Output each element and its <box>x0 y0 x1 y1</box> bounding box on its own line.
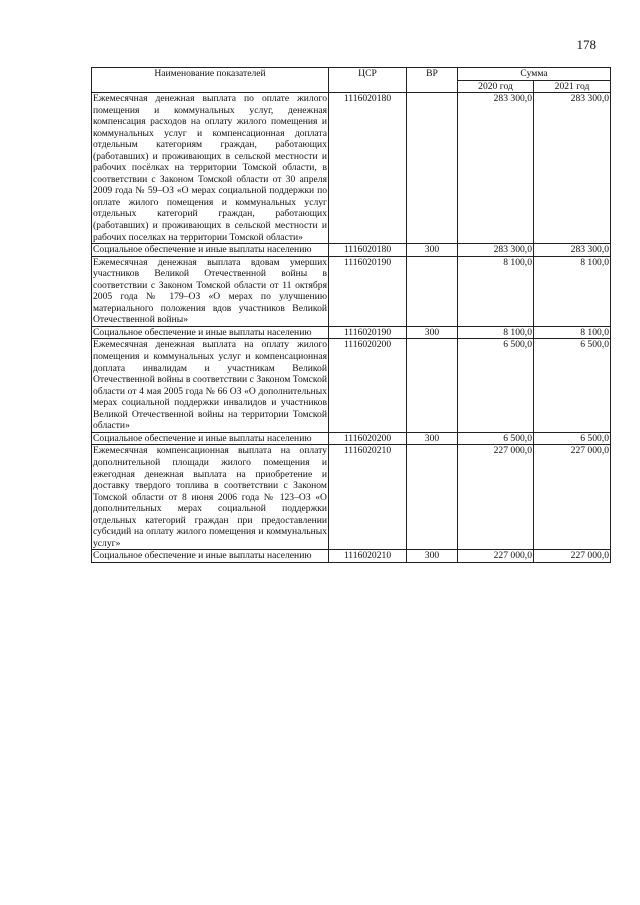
row-amount-2020: 6 500,0 <box>458 432 534 445</box>
row-amount-2020: 227 000,0 <box>458 445 534 550</box>
table-header <box>92 68 611 93</box>
row-name: Социальное обеспечение и иные выплаты населению <box>92 432 329 445</box>
row-amount-2020: 283 300,0 <box>458 244 534 257</box>
row-amount-2021: 6 500,0 <box>534 339 611 432</box>
row-vr: 300 <box>407 326 458 339</box>
table-row <box>92 93 611 244</box>
row-amount-2021: 283 300,0 <box>534 244 611 257</box>
row-amount-2020: 227 000,0 <box>458 550 534 563</box>
row-name: Ежемесячная денежная выплата вдовам умерших участников Великой Отечественной войны в соответствии с Законом Томской области от 11 октября 2005 года № 179–ОЗ «О мерах по улучшению материального положения вдов участников Великой Отечественной войны» <box>93 256 327 326</box>
row-csr: 1116020190 <box>329 256 407 326</box>
row-amount-2021: 6 500,0 <box>534 432 611 445</box>
table-row <box>92 256 611 326</box>
row-name: Социальное обеспечение и иные выплаты населению <box>92 550 329 563</box>
row-amount-2020: 8 100,0 <box>458 256 534 326</box>
table-row <box>92 244 611 257</box>
row-vr <box>407 445 458 550</box>
header-year-2021: 2021 год <box>534 80 611 93</box>
row-vr <box>407 339 458 432</box>
header-sum: Сумма <box>458 68 611 81</box>
row-name: Ежемесячная компенсационная выплата на оплату дополнительной площади жилого помещения и ежегодная денежная выплата на приобретение и доставку твердого топлива в соответствии с Законом Томской области от 8 июня 2006 года № 123–ОЗ «О дополнительных мерах социальной поддержки отдельных категорий граждан при предоставлении субсидий на оплату жилого помещения и коммунальных услуг» <box>93 445 327 549</box>
row-vr: 300 <box>407 550 458 563</box>
budget-table <box>91 67 611 563</box>
row-vr: 300 <box>407 244 458 257</box>
row-amount-2021: 227 000,0 <box>534 445 611 550</box>
header-name: Наименование показателей <box>92 68 329 93</box>
table-row <box>92 339 611 432</box>
row-csr: 1116020190 <box>329 326 407 339</box>
row-amount-2021: 8 100,0 <box>534 326 611 339</box>
row-vr <box>407 93 458 244</box>
row-amount-2020: 8 100,0 <box>458 326 534 339</box>
table-row <box>92 550 611 563</box>
row-amount-2020: 6 500,0 <box>458 339 534 432</box>
row-amount-2021: 8 100,0 <box>534 256 611 326</box>
row-csr: 1116020200 <box>329 339 407 432</box>
table-row <box>92 445 611 550</box>
row-name: Ежемесячная денежная выплата по оплате жилого помещения и коммунальных услуг, денежная компенсация расходов на оплату жилого помещения и коммунальных услуг и компенсационная доплата отдельным категориям граждан, работающих (работавших) и проживающих в сельской местности и рабочих посёлках на территории Томской области, в соответствии с Законом Томской области от 30 апреля 2009 года № 59–ОЗ «О мерах социальной поддержки по оплате жилого помещения и коммунальных услуг отдельных категорий граждан, работающих (работавших) и проживающих в сельской местности и рабочих поселках на территории Томской области» <box>93 93 327 243</box>
row-name: Социальное обеспечение и иные выплаты населению <box>92 244 329 257</box>
row-csr: 1116020180 <box>329 244 407 257</box>
row-csr: 1116020210 <box>329 550 407 563</box>
row-name: Социальное обеспечение и иные выплаты населению <box>92 326 329 339</box>
row-vr <box>407 256 458 326</box>
row-amount-2020: 283 300,0 <box>458 93 534 244</box>
page-number: 178 <box>576 37 596 52</box>
table-body <box>92 93 611 563</box>
row-vr: 300 <box>407 432 458 445</box>
row-name: Ежемесячная денежная выплата на оплату жилого помещения и коммунальных услуг и компенсационная доплата инвалидам и участникам Великой Отечественной войны в соответствии с Законом Томской области от 4 мая 2005 года № 66 ОЗ «О дополнительных мерах социальной поддержки инвалидов и участников Великой Отечественной войны на территории Томской области» <box>93 339 327 432</box>
table-row <box>92 432 611 445</box>
row-csr: 1116020210 <box>329 445 407 550</box>
header-year-2020: 2020 год <box>458 80 534 93</box>
row-amount-2021: 227 000,0 <box>534 550 611 563</box>
header-vr: ВР <box>407 68 458 93</box>
row-amount-2021: 283 300,0 <box>534 93 611 244</box>
row-csr: 1116020200 <box>329 432 407 445</box>
row-csr: 1116020180 <box>329 93 407 244</box>
header-csr: ЦСР <box>329 68 407 93</box>
table-row <box>92 326 611 339</box>
